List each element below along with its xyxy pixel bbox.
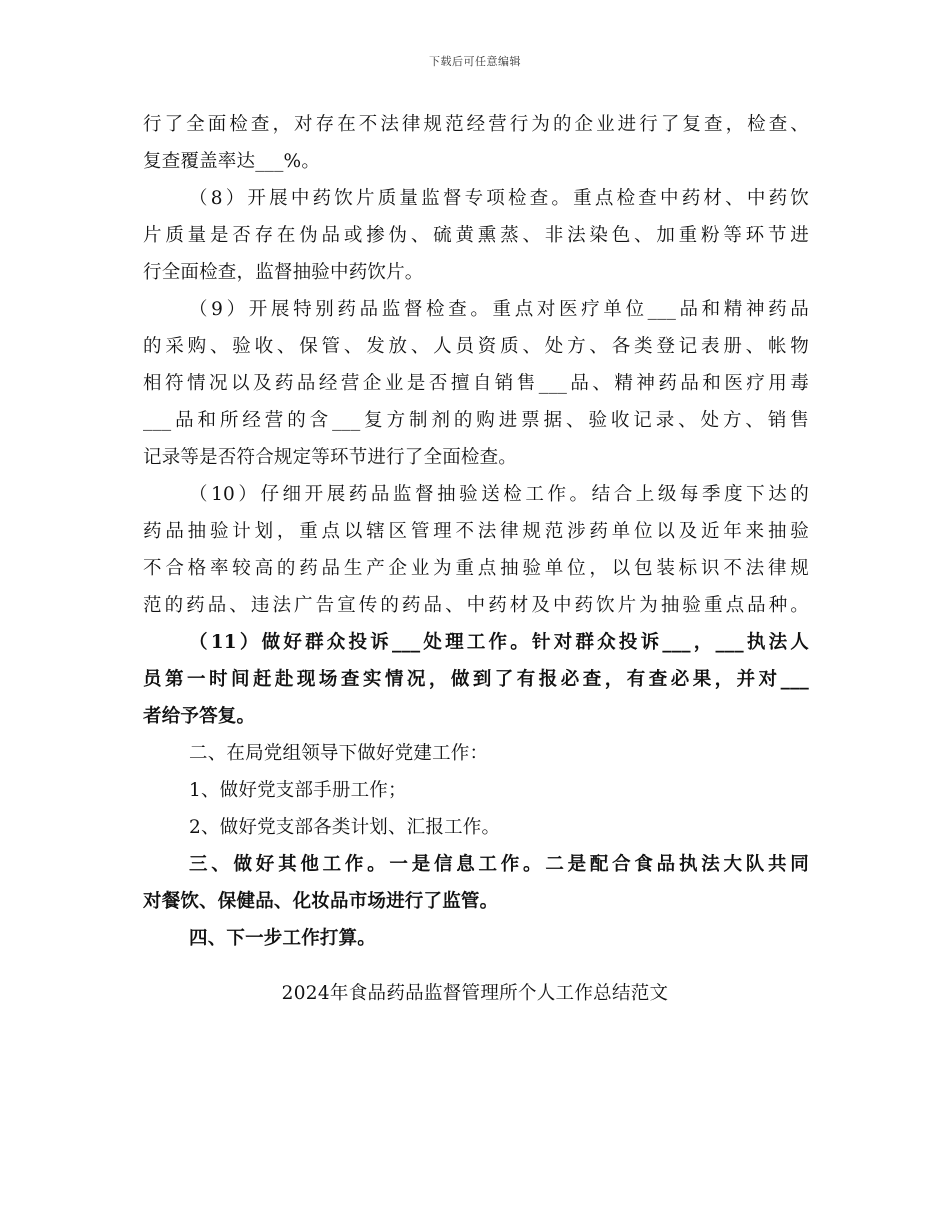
text-line: 复查覆盖率达___%。	[143, 151, 321, 172]
text-line: （9）开展特别药品监督检查。重点对医疗单位___品和精神药品	[189, 299, 809, 320]
text-line: （8）开展中药饮片质量监督专项检查。重点检查中药材、中药饮	[189, 188, 809, 209]
text-line: 三、做好其他工作。一是信息工作。二是配合食品执法大队共同	[189, 854, 809, 875]
document-title: 2024年食品药品监督管理所个人工作总结范文	[281, 983, 669, 1004]
text-line: （11）做好群众投诉___处理工作。针对群众投诉___，___执法人	[189, 632, 809, 653]
text-line: （10）仔细开展药品监督抽验送检工作。结合上级每季度下达的	[189, 484, 809, 505]
text-line: ___品和所经营的含___复方制剂的购进票据、验收记录、处方、销售	[143, 410, 809, 431]
text-line: 1、做好党支部手册工作；	[189, 780, 407, 801]
text-line: 对餐饮、保健品、化妆品市场进行了监管。	[143, 891, 499, 912]
text-line: 片质量是否存在伪品或掺伪、硫黄熏蒸、非法染色、加重粉等环节进	[143, 225, 809, 246]
text-line: 员第一时间赶赴现场查实情况，做到了有报必查，有查必果，并对___	[143, 669, 809, 690]
text-line: 记录等是否符合规定等环节进行了全面检查。	[143, 447, 518, 468]
text-line: 四、下一步工作打算。	[189, 928, 377, 949]
text-line: 行了全面检查，对存在不法律规范经营行为的企业进行了复查，检查、	[143, 114, 809, 135]
text-line: 范的药品、违法广告宣传的药品、中药材及中药饮片为抽验重点品种。	[143, 595, 809, 616]
text-line: 相符情况以及药品经营企业是否擅自销售___品、精神药品和医疗用毒	[143, 373, 809, 394]
text-line: 药品抽验计划，重点以辖区管理不法律规范涉药单位以及近年来抽验	[143, 521, 809, 542]
text-line: 者给予答复。	[143, 706, 256, 727]
text-line: 行全面检查，监督抽验中药饮片。	[143, 262, 424, 283]
document-body	[143, 106, 809, 957]
page-header: 下载后可任意编辑	[429, 55, 521, 68]
text-line: 2、做好党支部各类计划、汇报工作。	[189, 817, 501, 838]
text-line: 不合格率较高的药品生产企业为重点抽验单位，以包装标识不法律规	[143, 558, 809, 579]
text-line: 二、在局党组领导下做好党建工作：	[189, 743, 489, 764]
text-line: 的采购、验收、保管、发放、人员资质、处方、各类登记表册、帐物	[143, 336, 809, 357]
